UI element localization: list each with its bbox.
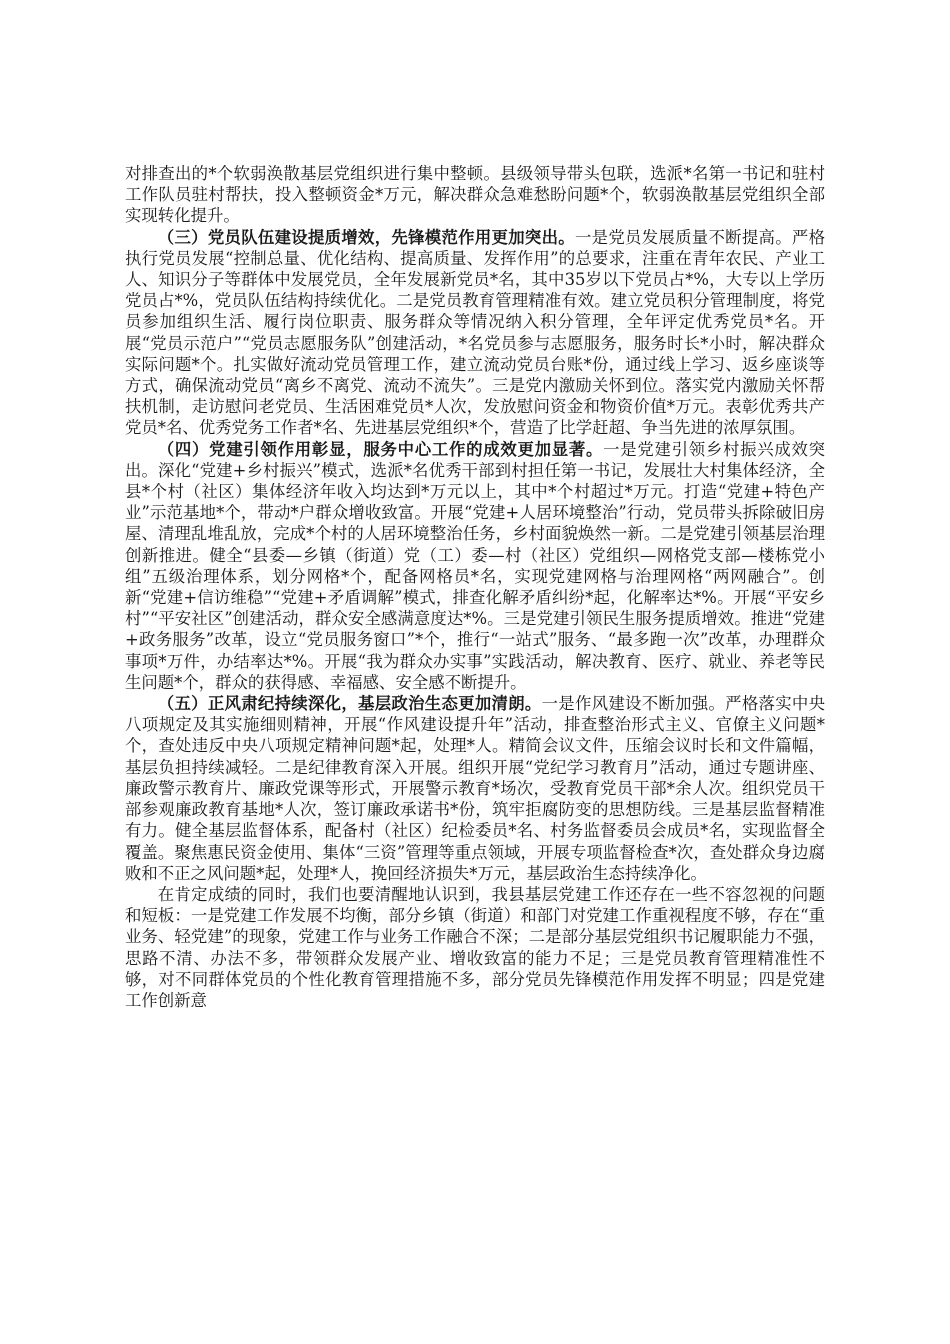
paragraph-discipline bbox=[125, 693, 825, 884]
paragraph-rectification bbox=[125, 163, 825, 227]
paragraph-problems bbox=[125, 884, 825, 1011]
paragraph-text: 一是党建引领乡村振兴成效突出。深化“党建+乡村振兴”模式，选派*名优秀干部到村担任第一书记，发展壮大村集体经济，全县*个村（社区）集体经济年收入均达到*万元以上，其中*个村超过*万元。打造“党建+特色产业”示范基地*个，带动*户群众增收致富。开展“党建+人居环境整治”行动，党员带头拆除破旧房屋、清理乱堆乱放，完成*个村的人居环境整治任务，乡村面貌焕然一新。二是党建引领基层治理创新推进。健全“县委—乡镇（街道）党（工）委—村（社区）党组织—网格党支部—楼栋党小组”五级治理体系，划分网格*个，配备网格员*名，实现党建网格与治理网格“两网融合”。创新“党建+信访维稳”“党建+矛盾调解”模式，排查化解矛盾纠纷*起，化解率达*%。开展“平安乡村”“平安社区”创建活动，群众安全感满意度达*%。三是党建引领民生服务提质增效。推进“党建+政务服务”改革，设立“党员服务窗口”*个，推行“一站式”服务、“最多跑一次”改革，办理群众事项*万件，办结率达*%。开展“我为群众办实事”实践活动，解决教育、医疗、就业、养老等民生问题*个，群众的获得感、幸福感、安全感不断提升。 bbox=[125, 439, 826, 692]
paragraph-text: 在肯定成绩的同时，我们也要清醒地认识到，我县基层党建工作还存在一些不容忽视的问题和短板：一是党建工作发展不均衡，部分乡镇（街道）和部门对党建工作重视程度不够，存在“重业务、轻党建”的现象，党建工作与业务工作融合不深；二是部分基层党组织书记履职能力不强，思路不清、办法不多，带领群众发展产业、增收致富的能力不足；三是党员教育管理精准性不够，对不同群体党员的个性化教育管理措施不多，部分党员先锋模范作用发挥不明显；四是党建工作创新意 bbox=[125, 884, 825, 1010]
paragraph-text: 对排查出的*个软弱涣散基层党组织进行集中整顿。县级领导带头包联，选派*名第一书记和驻村工作队员驻村帮扶，投入整顿资金*万元，解决群众急难愁盼问题*个，软弱涣散基层党组织全部实现转化提升。 bbox=[125, 164, 825, 226]
section-heading-5: （五）正风肃纪持续深化，基层政治生态更加清朗。 bbox=[157, 694, 542, 714]
section-heading-4: （四）党建引领作用彰显，服务中心工作的成效更加显著。 bbox=[157, 439, 604, 459]
document-page bbox=[125, 163, 825, 1011]
paragraph-text: 一是作风建设不断加强。严格落实中央八项规定及其实施细则精神，开展“作风建设提升年”活动，排查整治形式主义、官僚主义问题*个，查处违反中央八项规定精神问题*起，处理*人。精简会议文件，压缩会议时长和文件篇幅，基层负担持续减轻。二是纪律教育深入开展。组织开展“党纪学习教育月”活动，通过专题讲座、廉政警示教育片、廉政党课等形式，开展警示教育*场次，受教育党员干部*余人次。组织党员干部参观廉政教育基地*人次，签订廉政承诺书*份，筑牢拒腐防变的思想防线。三是基层监督精准有力。健全基层监督体系，配备村（社区）纪检委员*名、村务监督委员会成员*名，实现监督全覆盖。聚焦惠民资金使用、集体“三资”管理等重点领域，开展专项监督检查*次，查处群众身边腐败和不正之风问题*起，处理*人，挽回经济损失*万元，基层政治生态持续净化。 bbox=[125, 694, 825, 883]
paragraph-text: 一是党员发展质量不断提高。严格执行党员发展“控制总量、优化结构、提高质量、发挥作用”的总要求，注重在青年农民、产业工人、知识分子等群体中发展党员，全年发展新党员*名，其中35岁以下党员占*%，大专以上学历党员占*%，党员队伍结构持续优化。二是党员教育管理精准有效。建立党员积分管理制度，将党员参加组织生活、履行岗位职责、服务群众等情况纳入积分管理，全年评定优秀党员*名。开展“党员示范户”“党员志愿服务队”创建活动，*名党员参与志愿服务，服务时长*小时，解决群众实际问题*个。扎实做好流动党员管理工作，建立流动党员台账*份，通过线上学习、返乡座谈等方式，确保流动党员“离乡不离党、流动不流失”。三是党内激励关怀到位。落实党内激励关怀帮扶机制，走访慰问老党员、生活困难党员*人次，发放慰问资金和物资价值*万元。表彰优秀共产党员*名、优秀党务工作者*名、先进基层党组织*个，营造了比学赶超、争当先进的浓厚氛围。 bbox=[125, 227, 825, 438]
paragraph-party-leadership bbox=[125, 439, 825, 693]
paragraph-party-member-team bbox=[125, 227, 825, 439]
section-heading-3: （三）党员队伍建设提质增效，先锋模范作用更加突出。 bbox=[157, 227, 575, 247]
